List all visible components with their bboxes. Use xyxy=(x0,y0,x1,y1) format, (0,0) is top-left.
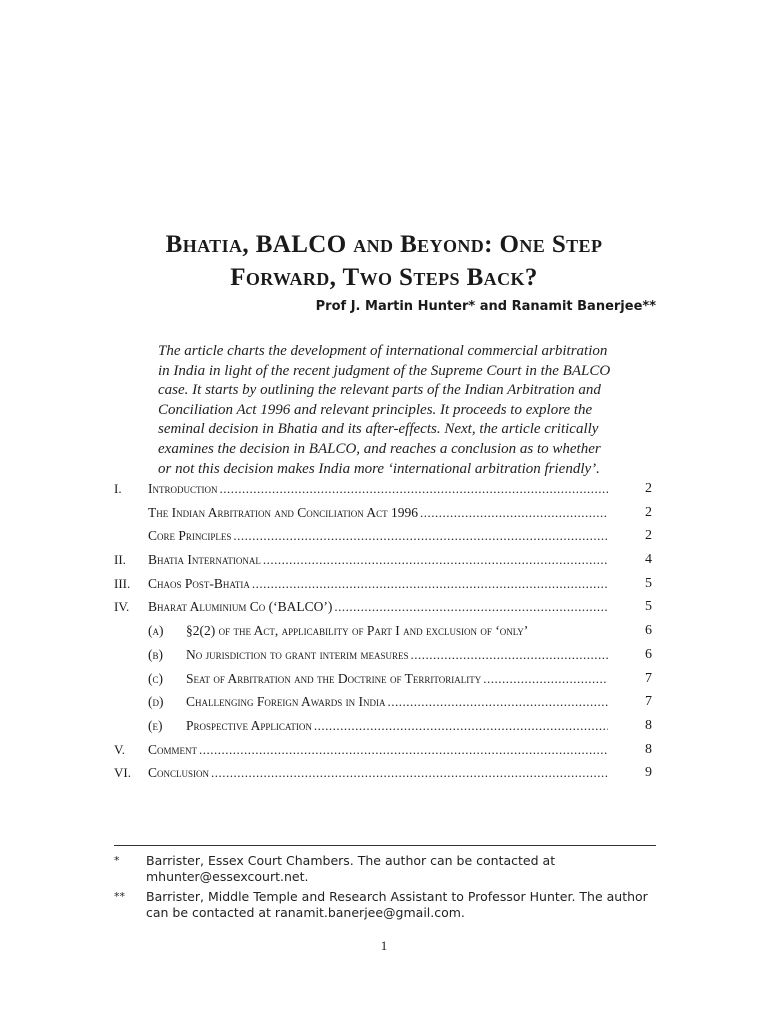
abstract-line: or not this decision makes India more ‘international arbitration friendly’. xyxy=(158,460,600,477)
footnote-mark: * xyxy=(114,854,120,867)
toc-title: Bharat Aluminium Co (‘BALCO’) xyxy=(148,599,333,615)
page-number: 1 xyxy=(380,938,388,953)
footnote-text: Barrister, Essex Court Chambers. The author can be contacted at mhunter@essexcourt.net. xyxy=(146,853,556,884)
toc-leader xyxy=(410,647,608,663)
footnote xyxy=(114,853,656,885)
toc-number: II. xyxy=(114,552,126,568)
toc-letter: (a) xyxy=(148,623,164,639)
toc-entry-indian-arbitration-act[interactable] xyxy=(114,505,652,529)
abstract-line: examines the decision in BALCO, and reaches a conclusion as to whether xyxy=(158,440,601,457)
toc-leader xyxy=(252,576,608,592)
abstract-line: The article charts the development of international commercial arbitration xyxy=(158,343,608,359)
toc-title: The Indian Arbitration and Conciliation Act 1996 xyxy=(148,504,418,520)
toc-page: 7 xyxy=(645,670,652,686)
abstract-line: in India in light of the recent judgment of the Supreme Court in the BALCO xyxy=(158,362,611,379)
toc-title: Comment xyxy=(148,741,198,757)
abstract-line: seminal decision in Bhatia and its after-effects. Next, the article critically xyxy=(158,421,599,438)
toc-page: 6 xyxy=(645,623,652,639)
toc-title: Core Principles xyxy=(148,528,232,544)
toc-title: Introduction xyxy=(148,481,218,496)
toc-number: III. xyxy=(114,575,131,591)
toc-entry-comment[interactable] xyxy=(114,742,652,766)
footnotes xyxy=(114,853,656,925)
toc-leader xyxy=(314,718,608,734)
toc-title: Seat of Arbitration and the Doctrine of Territoriality xyxy=(186,670,482,686)
toc-leader xyxy=(263,552,608,568)
table-of-contents xyxy=(114,481,652,789)
toc-number: V. xyxy=(114,741,125,757)
title-line-1: Bhatia, BALCO and Beyond: One Step xyxy=(165,231,603,258)
author-line: Prof J. Martin Hunter* and Ranamit Banerjee** xyxy=(315,299,656,314)
toc-leader xyxy=(334,599,608,615)
toc-page: 2 xyxy=(645,528,652,544)
footnote-mark: ** xyxy=(114,890,125,903)
abstract xyxy=(158,342,618,479)
toc-number: I. xyxy=(114,481,122,496)
article-title xyxy=(60,228,708,294)
toc-entry-bhatia-international[interactable] xyxy=(114,552,652,576)
footnote-text: Barrister, Middle Temple and Research Assistant to Professor Hunter. The author can be contacted at ranamit.banerjee@gmail.com. xyxy=(146,889,648,920)
abstract-line: Conciliation Act 1996 and relevant principles. It proceeds to explore the xyxy=(158,401,593,418)
toc-entry-chaos-post-bhatia[interactable] xyxy=(114,576,652,600)
toc-page: 8 xyxy=(645,741,652,757)
toc-title: Bhatia International xyxy=(148,552,261,568)
toc-page: 5 xyxy=(645,575,652,591)
footnote-divider xyxy=(114,845,656,846)
toc-page: 9 xyxy=(645,765,652,781)
toc-page: 8 xyxy=(645,717,652,733)
toc-page: 2 xyxy=(645,504,652,520)
toc-letter: (c) xyxy=(148,670,163,686)
toc-entry-seat-of-arbitration[interactable] xyxy=(114,671,652,695)
toc-leader xyxy=(420,505,608,521)
toc-entry-core-principles[interactable] xyxy=(114,528,652,552)
toc-title: §2(2) of the Act, applicability of Part I and exclusion of ‘only’ xyxy=(186,623,529,639)
toc-leader xyxy=(220,481,609,497)
toc-letter: (e) xyxy=(148,717,163,733)
toc-entry-section-2-2[interactable] xyxy=(114,623,652,647)
toc-entry-introduction[interactable] xyxy=(114,481,652,505)
toc-entry-conclusion[interactable] xyxy=(114,765,652,789)
toc-leader xyxy=(233,528,608,544)
toc-letter: (d) xyxy=(148,694,164,710)
title-line-2: Forward, Two Steps Back? xyxy=(230,264,538,291)
footnote xyxy=(114,889,656,921)
toc-title: Chaos Post-Bhatia xyxy=(148,575,250,591)
toc-leader xyxy=(483,671,608,687)
toc-number: VI. xyxy=(114,765,131,781)
toc-title: No jurisdiction to grant interim measures xyxy=(186,646,409,662)
toc-entry-interim-measures[interactable] xyxy=(114,647,652,671)
toc-page: 4 xyxy=(645,552,652,568)
toc-number: IV. xyxy=(114,599,130,615)
toc-title: Conclusion xyxy=(148,765,210,781)
toc-title: Prospective Application xyxy=(186,717,312,733)
toc-title: Challenging Foreign Awards in India xyxy=(186,694,386,710)
toc-leader xyxy=(388,694,609,710)
toc-page: 2 xyxy=(645,481,652,496)
toc-page: 6 xyxy=(645,646,652,662)
toc-entry-prospective-application[interactable] xyxy=(114,718,652,742)
toc-entry-foreign-awards[interactable] xyxy=(114,694,652,718)
toc-page: 7 xyxy=(645,694,652,710)
toc-entry-balco[interactable] xyxy=(114,599,652,623)
toc-leader xyxy=(211,765,608,781)
abstract-line: case. It starts by outlining the relevant parts of the Indian Arbitration and xyxy=(158,382,601,399)
toc-letter: (b) xyxy=(148,646,163,662)
toc-page: 5 xyxy=(645,599,652,615)
toc-leader xyxy=(199,742,608,758)
